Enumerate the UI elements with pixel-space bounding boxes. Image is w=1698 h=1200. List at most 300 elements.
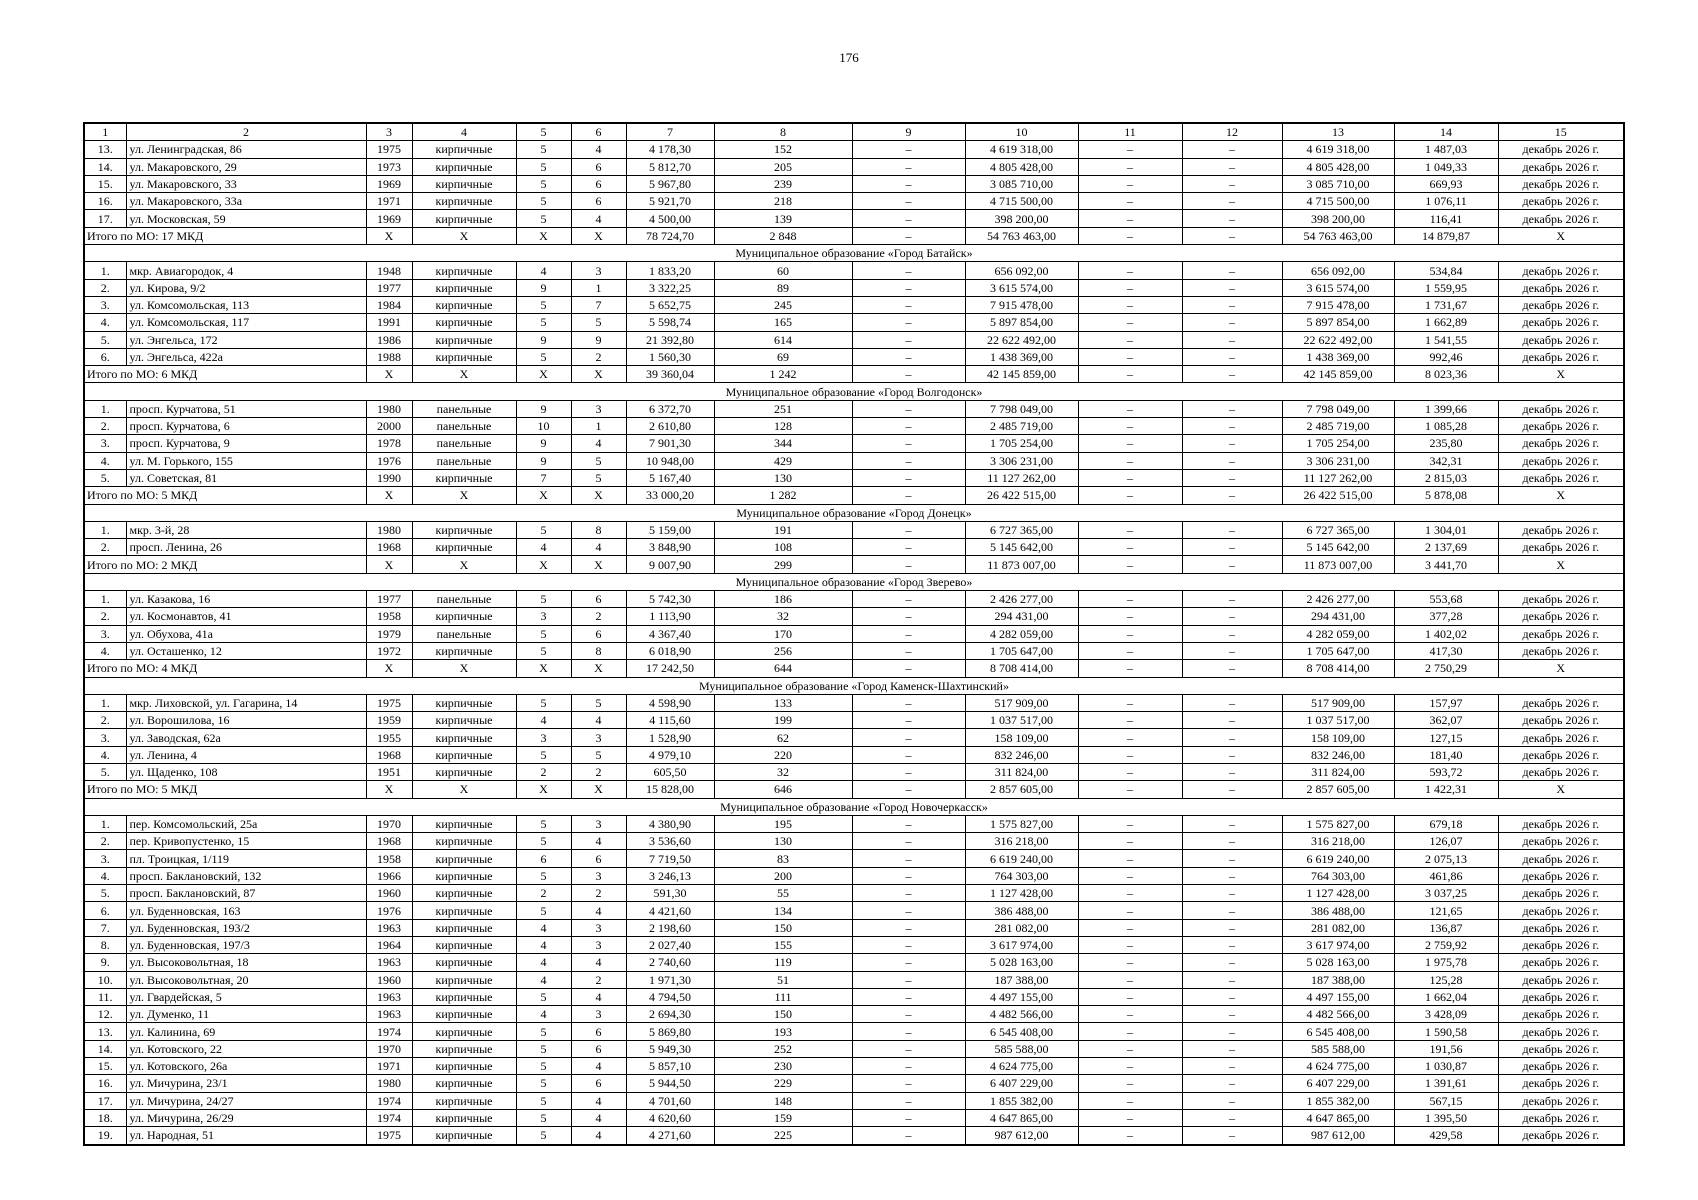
table-cell: 4 bbox=[571, 988, 626, 1005]
table-cell: – bbox=[852, 487, 965, 504]
table-cell: – bbox=[1078, 262, 1182, 279]
table-cell: – bbox=[1182, 210, 1282, 227]
table-row bbox=[84, 1127, 1624, 1145]
table-cell: Итого по МО: 2 МКД bbox=[84, 556, 366, 573]
table-row bbox=[84, 175, 1624, 192]
table-cell: 1964 bbox=[366, 936, 412, 953]
table-cell: 1971 bbox=[366, 193, 412, 210]
table-cell: 4 380,90 bbox=[626, 815, 714, 832]
table-cell: 229 bbox=[714, 1075, 852, 1092]
table-cell: – bbox=[1078, 556, 1182, 573]
table-cell: 195 bbox=[714, 815, 852, 832]
table-cell: 5 bbox=[571, 314, 626, 331]
table-cell: – bbox=[852, 418, 965, 435]
total-row bbox=[84, 487, 1624, 504]
table-cell: – bbox=[1182, 660, 1282, 677]
table-row bbox=[84, 712, 1624, 729]
table-cell: декабрь 2026 г. bbox=[1498, 608, 1624, 625]
table-cell: Х bbox=[1498, 781, 1624, 798]
table-cell: 51 bbox=[714, 971, 852, 988]
table-cell: 316 218,00 bbox=[965, 833, 1078, 850]
table-cell: 6. bbox=[84, 902, 126, 919]
table-cell: 1 575 827,00 bbox=[965, 815, 1078, 832]
table-cell: 15 828,00 bbox=[626, 781, 714, 798]
table-cell: – bbox=[852, 469, 965, 486]
table-cell: 5 bbox=[516, 193, 571, 210]
table-cell: 2. bbox=[84, 279, 126, 296]
table-cell: Х bbox=[516, 487, 571, 504]
table-cell: 398 200,00 bbox=[1282, 210, 1394, 227]
table-cell: 8 708 414,00 bbox=[965, 660, 1078, 677]
table-cell: – bbox=[1078, 954, 1182, 971]
table-cell: декабрь 2026 г. bbox=[1498, 452, 1624, 469]
table-cell: 2 bbox=[516, 763, 571, 780]
table-cell: – bbox=[852, 971, 965, 988]
table-cell: 5 598,74 bbox=[626, 314, 714, 331]
table-cell: 2 750,29 bbox=[1394, 660, 1498, 677]
table-cell: 3 bbox=[516, 729, 571, 746]
table-cell: 2 426 277,00 bbox=[965, 591, 1078, 608]
table-cell: кирпичные bbox=[412, 193, 516, 210]
table-cell: 593,72 bbox=[1394, 763, 1498, 780]
table-cell: 5 857,10 bbox=[626, 1058, 714, 1075]
table-cell: Х bbox=[366, 487, 412, 504]
table-cell: 170 bbox=[714, 625, 852, 642]
table-cell: – bbox=[852, 366, 965, 383]
table-cell: – bbox=[1078, 469, 1182, 486]
table-cell: 7 bbox=[516, 469, 571, 486]
table-cell: 187 388,00 bbox=[965, 971, 1078, 988]
table-cell: 8 bbox=[571, 642, 626, 659]
table-cell: 1975 bbox=[366, 1127, 412, 1145]
table-cell: мкр. 3-й, 28 bbox=[126, 521, 366, 538]
table-cell: 150 bbox=[714, 1006, 852, 1023]
table-cell: 4 482 566,00 bbox=[1282, 1006, 1394, 1023]
table-cell: 2 bbox=[571, 971, 626, 988]
table-cell: ул. Московская, 59 bbox=[126, 210, 366, 227]
table-cell: 4 282 059,00 bbox=[965, 625, 1078, 642]
table-cell: кирпичные bbox=[412, 833, 516, 850]
table-cell: 1 705 647,00 bbox=[965, 642, 1078, 659]
table-cell: кирпичные bbox=[412, 539, 516, 556]
table-cell: – bbox=[1182, 971, 1282, 988]
table-cell: 1960 bbox=[366, 971, 412, 988]
table-cell: 2 759,92 bbox=[1394, 936, 1498, 953]
table-cell: ул. Комсомольская, 113 bbox=[126, 296, 366, 313]
table-cell: – bbox=[852, 314, 965, 331]
table-cell: декабрь 2026 г. bbox=[1498, 314, 1624, 331]
table-cell: ул. Щаденко, 108 bbox=[126, 763, 366, 780]
table-cell: 1963 bbox=[366, 919, 412, 936]
table-cell: панельные bbox=[412, 400, 516, 417]
table-cell: – bbox=[1078, 988, 1182, 1005]
table-cell: – bbox=[1078, 400, 1182, 417]
table-cell: панельные bbox=[412, 418, 516, 435]
table-cell: 4. bbox=[84, 746, 126, 763]
table-cell: – bbox=[852, 746, 965, 763]
table-cell: 4 598,90 bbox=[626, 694, 714, 711]
table-cell: 2 857 605,00 bbox=[1282, 781, 1394, 798]
table-cell: кирпичные bbox=[412, 885, 516, 902]
table-row bbox=[84, 262, 1624, 279]
table-cell: 1 438 369,00 bbox=[965, 348, 1078, 365]
table-cell: Муниципальное образование «Город Зверево» bbox=[84, 573, 1624, 590]
table-cell: 3 441,70 bbox=[1394, 556, 1498, 573]
table-row bbox=[84, 625, 1624, 642]
table-cell: 155 bbox=[714, 936, 852, 953]
section-header-row bbox=[84, 245, 1624, 262]
table-cell: Х bbox=[571, 781, 626, 798]
table-cell: 3. bbox=[84, 296, 126, 313]
table-cell: – bbox=[1182, 763, 1282, 780]
table-cell: декабрь 2026 г. bbox=[1498, 521, 1624, 538]
table-row bbox=[84, 729, 1624, 746]
table-cell: ул. М. Горького, 155 bbox=[126, 452, 366, 469]
table-cell: Х bbox=[1498, 366, 1624, 383]
table-cell: кирпичные bbox=[412, 1040, 516, 1057]
table-cell: Х bbox=[516, 660, 571, 677]
table-cell: 4 794,50 bbox=[626, 988, 714, 1005]
table-cell: 14 879,87 bbox=[1394, 227, 1498, 244]
table-cell: 8. bbox=[84, 936, 126, 953]
table-cell: – bbox=[1182, 262, 1282, 279]
table-cell: – bbox=[852, 193, 965, 210]
table-cell: 10 bbox=[516, 418, 571, 435]
table-cell: – bbox=[852, 435, 965, 452]
table-cell: – bbox=[1182, 521, 1282, 538]
table-cell: 1978 bbox=[366, 435, 412, 452]
table-cell: 4 715 500,00 bbox=[1282, 193, 1394, 210]
table-cell: 1 030,87 bbox=[1394, 1058, 1498, 1075]
table-cell: кирпичные bbox=[412, 210, 516, 227]
table-cell: – bbox=[1182, 591, 1282, 608]
table-cell: 2000 bbox=[366, 418, 412, 435]
table-cell: – bbox=[1078, 815, 1182, 832]
table-cell: декабрь 2026 г. bbox=[1498, 418, 1624, 435]
table-cell: кирпичные bbox=[412, 954, 516, 971]
table-cell: декабрь 2026 г. bbox=[1498, 591, 1624, 608]
table-cell: 2 857 605,00 bbox=[965, 781, 1078, 798]
table-cell: 5 bbox=[516, 1092, 571, 1109]
table-cell: декабрь 2026 г. bbox=[1498, 1092, 1624, 1109]
table-cell: 235,80 bbox=[1394, 435, 1498, 452]
table-cell: 4 bbox=[571, 954, 626, 971]
table-cell: – bbox=[1078, 418, 1182, 435]
table-row bbox=[84, 885, 1624, 902]
table-cell: 5 145 642,00 bbox=[1282, 539, 1394, 556]
table-cell: 14. bbox=[84, 158, 126, 175]
table-cell: 62 bbox=[714, 729, 852, 746]
table-cell: 2 bbox=[126, 123, 366, 141]
table-cell: 553,68 bbox=[1394, 591, 1498, 608]
table-row bbox=[84, 210, 1624, 227]
table-cell: – bbox=[1182, 1075, 1282, 1092]
table-cell: 6 bbox=[571, 123, 626, 141]
table-cell: 1 560,30 bbox=[626, 348, 714, 365]
table-cell: 89 bbox=[714, 279, 852, 296]
table-cell: кирпичные bbox=[412, 746, 516, 763]
table-cell: – bbox=[1078, 141, 1182, 158]
table-cell: Х bbox=[1498, 487, 1624, 504]
table-cell: 1974 bbox=[366, 1109, 412, 1126]
table-cell: 5. bbox=[84, 885, 126, 902]
table-cell: 1 559,95 bbox=[1394, 279, 1498, 296]
table-cell: – bbox=[852, 1006, 965, 1023]
table-cell: 1 662,89 bbox=[1394, 314, 1498, 331]
table-cell: – bbox=[1078, 193, 1182, 210]
table-cell: – bbox=[1182, 1040, 1282, 1057]
table-cell: 1 705 647,00 bbox=[1282, 642, 1394, 659]
table-cell: 6 bbox=[571, 193, 626, 210]
table-cell: – bbox=[1182, 1109, 1282, 1126]
table-cell: кирпичные bbox=[412, 867, 516, 884]
table-cell: 362,07 bbox=[1394, 712, 1498, 729]
table-cell: кирпичные bbox=[412, 712, 516, 729]
table-cell: декабрь 2026 г. bbox=[1498, 331, 1624, 348]
table-cell: – bbox=[1182, 227, 1282, 244]
table-cell: 32 bbox=[714, 763, 852, 780]
table-cell: 4 178,30 bbox=[626, 141, 714, 158]
table-row bbox=[84, 141, 1624, 158]
table-cell: 316 218,00 bbox=[1282, 833, 1394, 850]
table-cell: Муниципальное образование «Город Каменск-Шахтинский» bbox=[84, 677, 1624, 694]
table-cell: 5 bbox=[516, 158, 571, 175]
table-cell: 591,30 bbox=[626, 885, 714, 902]
table-cell: – bbox=[1078, 625, 1182, 642]
table-cell: 1 590,58 bbox=[1394, 1023, 1498, 1040]
table-cell: 1 bbox=[571, 279, 626, 296]
table-cell: 7 bbox=[571, 296, 626, 313]
table-cell: Х bbox=[412, 556, 516, 573]
table-cell: ул. Думенко, 11 bbox=[126, 1006, 366, 1023]
table-cell: кирпичные bbox=[412, 642, 516, 659]
table-cell: 6 407 229,00 bbox=[1282, 1075, 1394, 1092]
table-cell: 5 bbox=[516, 123, 571, 141]
table-cell: 130 bbox=[714, 469, 852, 486]
table-cell: кирпичные bbox=[412, 1109, 516, 1126]
table-cell: 1970 bbox=[366, 1040, 412, 1057]
table-cell: 3 bbox=[571, 262, 626, 279]
table-cell: 1 085,28 bbox=[1394, 418, 1498, 435]
table-cell: Х bbox=[366, 227, 412, 244]
table-cell: – bbox=[1078, 348, 1182, 365]
table-cell: 832 246,00 bbox=[965, 746, 1078, 763]
table-cell: 4 271,60 bbox=[626, 1127, 714, 1145]
table-cell: 1966 bbox=[366, 867, 412, 884]
table-cell: кирпичные bbox=[412, 971, 516, 988]
table-cell: 5 bbox=[516, 348, 571, 365]
table-cell: кирпичные bbox=[412, 158, 516, 175]
table-cell: 1 855 382,00 bbox=[965, 1092, 1078, 1109]
table-cell: 1 282 bbox=[714, 487, 852, 504]
table-cell: 585 588,00 bbox=[1282, 1040, 1394, 1057]
table-cell: 1 528,90 bbox=[626, 729, 714, 746]
table-cell: 4 482 566,00 bbox=[965, 1006, 1078, 1023]
table-cell: 5 bbox=[516, 902, 571, 919]
table-cell: 1980 bbox=[366, 1075, 412, 1092]
table-body bbox=[84, 123, 1624, 1145]
table-cell: 1986 bbox=[366, 331, 412, 348]
table-cell: 1. bbox=[84, 694, 126, 711]
table-cell: Х bbox=[366, 366, 412, 383]
table-cell: 656 092,00 bbox=[965, 262, 1078, 279]
table-cell: Муниципальное образование «Город Новочеркасск» bbox=[84, 798, 1624, 815]
table-cell: 9 bbox=[516, 400, 571, 417]
table-cell: 4 701,60 bbox=[626, 1092, 714, 1109]
table-cell: ул. Высоковольтная, 18 bbox=[126, 954, 366, 971]
table-cell: 281 082,00 bbox=[965, 919, 1078, 936]
table-cell: просп. Баклановский, 87 bbox=[126, 885, 366, 902]
table-cell: – bbox=[852, 850, 965, 867]
table-cell: кирпичные bbox=[412, 694, 516, 711]
table-cell: 4 619 318,00 bbox=[1282, 141, 1394, 158]
table-cell: – bbox=[1078, 1075, 1182, 1092]
table-cell: кирпичные bbox=[412, 729, 516, 746]
table-cell: – bbox=[1182, 158, 1282, 175]
table-cell: 200 bbox=[714, 867, 852, 884]
table-cell: кирпичные bbox=[412, 1092, 516, 1109]
table-cell: декабрь 2026 г. bbox=[1498, 279, 1624, 296]
table-cell: 1968 bbox=[366, 833, 412, 850]
table-cell: – bbox=[1182, 833, 1282, 850]
table-cell: 3 617 974,00 bbox=[965, 936, 1078, 953]
table-cell: кирпичные bbox=[412, 469, 516, 486]
table-cell: 567,15 bbox=[1394, 1092, 1498, 1109]
table-cell: – bbox=[1078, 729, 1182, 746]
table-cell: 5 bbox=[516, 1058, 571, 1075]
table-cell: 15. bbox=[84, 175, 126, 192]
table-row bbox=[84, 988, 1624, 1005]
table-row bbox=[84, 539, 1624, 556]
table-cell: 4 805 428,00 bbox=[965, 158, 1078, 175]
table-cell: кирпичные bbox=[412, 175, 516, 192]
table-cell: 614 bbox=[714, 331, 852, 348]
table-cell: 2 bbox=[571, 348, 626, 365]
table-cell: 1 422,31 bbox=[1394, 781, 1498, 798]
table-cell: – bbox=[852, 141, 965, 158]
table-cell: 220 bbox=[714, 746, 852, 763]
table-cell: 4 282 059,00 bbox=[1282, 625, 1394, 642]
table-cell: Итого по МО: 4 МКД bbox=[84, 660, 366, 677]
table-cell: Х bbox=[1498, 227, 1624, 244]
table-cell: 16. bbox=[84, 193, 126, 210]
table-row bbox=[84, 1109, 1624, 1126]
table-cell: – bbox=[852, 1092, 965, 1109]
table-cell: ул. Макаровского, 33а bbox=[126, 193, 366, 210]
table-cell: 165 bbox=[714, 314, 852, 331]
table-cell: – bbox=[852, 1109, 965, 1126]
table-cell: декабрь 2026 г. bbox=[1498, 1058, 1624, 1075]
table-cell: 4 bbox=[571, 1109, 626, 1126]
table-cell: 5 167,40 bbox=[626, 469, 714, 486]
table-cell: 8 bbox=[714, 123, 852, 141]
table-cell: декабрь 2026 г. bbox=[1498, 815, 1624, 832]
table-cell: 1973 bbox=[366, 158, 412, 175]
table-row bbox=[84, 1075, 1624, 1092]
table-cell: декабрь 2026 г. bbox=[1498, 712, 1624, 729]
table-cell: 7 bbox=[626, 123, 714, 141]
table-cell: 4 bbox=[571, 902, 626, 919]
table-cell: 6 bbox=[571, 625, 626, 642]
table-cell: 139 bbox=[714, 210, 852, 227]
table-cell: 191 bbox=[714, 521, 852, 538]
table-cell: – bbox=[1182, 452, 1282, 469]
table-cell: 11 127 262,00 bbox=[1282, 469, 1394, 486]
table-cell: ул. Осташенко, 12 bbox=[126, 642, 366, 659]
table-cell: 1977 bbox=[366, 279, 412, 296]
table-cell: 4 647 865,00 bbox=[1282, 1109, 1394, 1126]
table-cell: – bbox=[1182, 850, 1282, 867]
table-cell: просп. Ленина, 26 bbox=[126, 539, 366, 556]
table-cell: 4 bbox=[571, 539, 626, 556]
table-row bbox=[84, 850, 1624, 867]
table-cell: – bbox=[1078, 781, 1182, 798]
table-cell: кирпичные bbox=[412, 1058, 516, 1075]
table-cell: – bbox=[1078, 608, 1182, 625]
table-cell: ул. Кирова, 9/2 bbox=[126, 279, 366, 296]
table-cell: декабрь 2026 г. bbox=[1498, 625, 1624, 642]
table-cell: ул. Буденновская, 193/2 bbox=[126, 919, 366, 936]
table-cell: 4 421,60 bbox=[626, 902, 714, 919]
table-cell: 9. bbox=[84, 954, 126, 971]
table-cell: Муниципальное образование «Город Батайск» bbox=[84, 245, 1624, 262]
table-cell: – bbox=[1078, 452, 1182, 469]
table-cell: – bbox=[1078, 867, 1182, 884]
table-row bbox=[84, 279, 1624, 296]
table-cell: 398 200,00 bbox=[965, 210, 1078, 227]
table-cell: 5 bbox=[516, 1040, 571, 1057]
table-cell: ул. Буденновская, 163 bbox=[126, 902, 366, 919]
table-cell: – bbox=[852, 556, 965, 573]
table-cell: 1 395,50 bbox=[1394, 1109, 1498, 1126]
table-cell: 3 bbox=[571, 1006, 626, 1023]
table-cell: – bbox=[852, 936, 965, 953]
table-cell: Х bbox=[1498, 556, 1624, 573]
table-cell: декабрь 2026 г. bbox=[1498, 694, 1624, 711]
table-cell: 4 620,60 bbox=[626, 1109, 714, 1126]
table-cell: – bbox=[1182, 279, 1282, 296]
table-cell: Х bbox=[571, 556, 626, 573]
table-cell: Итого по МО: 6 МКД bbox=[84, 366, 366, 383]
table-cell: Итого по МО: 5 МКД bbox=[84, 781, 366, 798]
table-cell: 417,30 bbox=[1394, 642, 1498, 659]
table-cell: 2 426 277,00 bbox=[1282, 591, 1394, 608]
table-cell: 4. bbox=[84, 642, 126, 659]
table-cell: – bbox=[1078, 919, 1182, 936]
table-cell: 311 824,00 bbox=[1282, 763, 1394, 780]
table-cell: 2. bbox=[84, 608, 126, 625]
table-cell: просп. Курчатова, 9 bbox=[126, 435, 366, 452]
section-header-row bbox=[84, 573, 1624, 590]
table-cell: 39 360,04 bbox=[626, 366, 714, 383]
table-cell: 6 727 365,00 bbox=[1282, 521, 1394, 538]
table-cell: 1984 bbox=[366, 296, 412, 313]
table-row bbox=[84, 331, 1624, 348]
table-cell: Х bbox=[516, 781, 571, 798]
table-cell: 5 bbox=[571, 694, 626, 711]
table-cell: – bbox=[1182, 694, 1282, 711]
table-cell: 1963 bbox=[366, 954, 412, 971]
table-cell: просп. Баклановский, 132 bbox=[126, 867, 366, 884]
table-row bbox=[84, 694, 1624, 711]
table-cell: – bbox=[852, 1058, 965, 1075]
table-cell: 7 915 478,00 bbox=[965, 296, 1078, 313]
table-cell: 1963 bbox=[366, 1006, 412, 1023]
table-cell: 1. bbox=[84, 521, 126, 538]
table-cell: 3 bbox=[571, 400, 626, 417]
table-row bbox=[84, 1092, 1624, 1109]
table-cell: 1963 bbox=[366, 988, 412, 1005]
